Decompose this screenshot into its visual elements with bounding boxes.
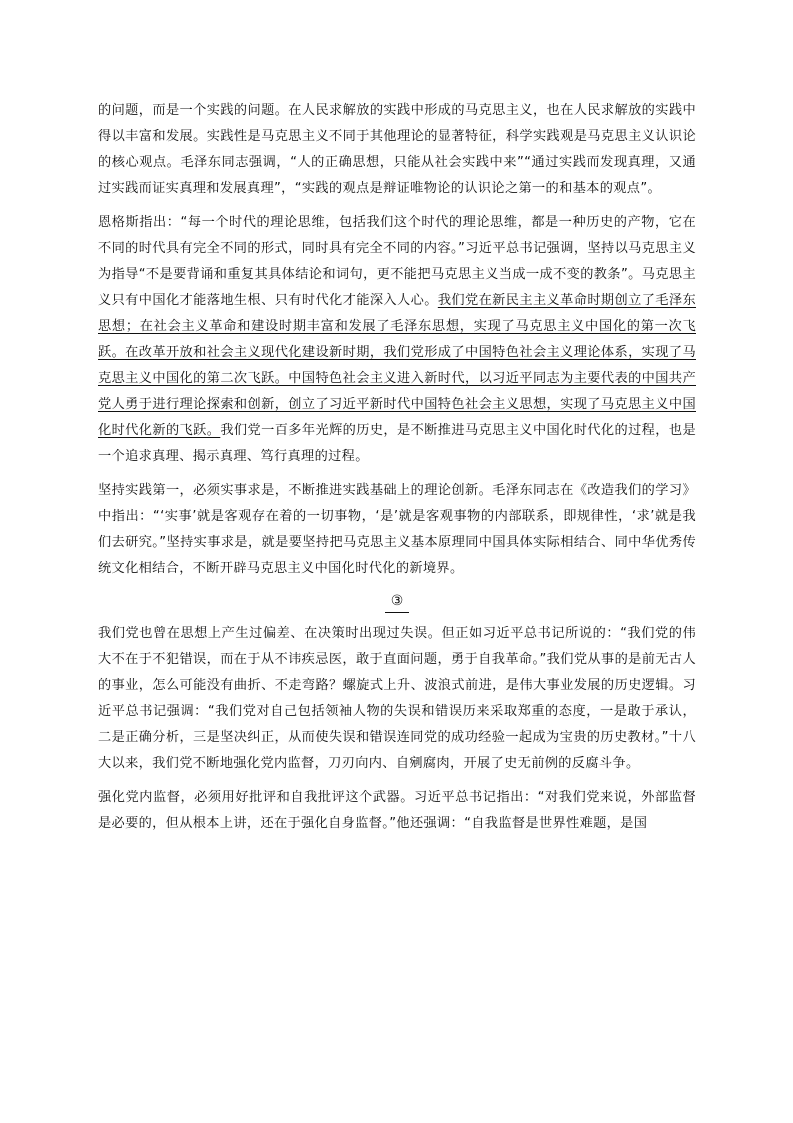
paragraph-practice: 的问题，而是一个实践的问题。在人民求解放的实践中形成的马克思主义，也在人民求解放的实践中得以丰富和发展。实践性是马克思主义不同于其他理论的显著特征，科学实践观是马克思主义认识论的核心观点。毛泽东同志强调，“人的正确思想，只能从社会实践中来”“通过实践而发现真理，又通过实践而证实真理和发展真理”，“实践的观点是辩证唯物论的认识论之第一的和基本的观点”。 [98,103,696,196]
paragraph-engels-intro: 恩格斯指出：“每一个时代的理论思维，包括我们这个时代的理论思维，都是一种历史的产物，它在不同的时代具有完全不同的形式，同时具有完全不同的内容。”习近平总书记强调，坚持以马克思主义为指导“不是要背诵和重复其具体结论和词句，更不能把马克思主义当成一成不变的教条”。马克思主义只有中国化才能落地生根、只有时代化才能深入人心。 [98,215,696,308]
paragraph-engels [98,210,696,470]
section-number: ③ [385,590,410,613]
underlined-passage: 我们党在新民主主义革命时期创立了毛泽东思想；在社会主义革命和建设时期丰富和发展了毛泽东思想，实现了马克思主义中国化的第一次飞跃。在改革开放和社会主义现代化建设新时期，我们党形成了中国特色社会主义理论体系，实现了马克思主义中国化的第二次飞跃。中国特色社会主义进入新时代，以习近平同志为主要代表的中国共产党人勇于进行理论探索和创新，创立了习近平新时代中国特色社会主义思想，实现了马克思主义中国化时代化新的飞跃。 [98,293,697,438]
paragraph-seek-truth: 坚持实践第一，必须实事求是，不断推进实践基础上的理论创新。毛泽东同志在《改造我们的学习》中指出：“‘实事’就是客观存在着的一切事物，‘是’就是客观事物的内部联系，即规律性，‘求’就是我们去研究。”坚持实事求是，就是要坚持把马克思主义基本原理同中国具体实际相结合、同中华优秀传统文化相结合，不断开辟马克思主义中国化时代化的新境界。 [98,483,696,576]
paragraph-supervision: 强化党内监督，必须用好批评和自我批评这个武器。习近平总书记指出：“对我们党来说，外部监督是必要的，但从根本上讲，还在于强化自身监督。”他还强调：“自我监督是世界性难题，是国 [98,790,696,831]
document-body [98,98,696,845]
paragraph-engels-conclusion: 我们党一百多年光辉的历史，是不断推进马克思主义中国化时代化的过程，也是一个追求真理、揭示真理、笃行真理的过程。 [98,423,696,464]
section-marker [98,590,696,613]
paragraph-self-revolution: 我们党也曾在思想上产生过偏差、在决策时出现过失误。但正如习近平总书记所说的：“我们党的伟大不在于不犯错误，而在于从不讳疾忌医，敢于直面问题，勇于自我革命。”我们党从事的是前无古人的事业，怎么可能没有曲折、不走弯路？螺旋式上升、波浪式前进，是伟大事业发展的历史逻辑。习近平总书记强调：“我们党对自己包括领袖人物的失误和错误历来采取郑重的态度，一是敢于承认，二是正确分析，三是坚决纠正，从而使失误和错误连同党的成功经验一起成为宝贵的历史教材。”十八大以来，我们党不断地强化党内监督，刀刃向内、自剜腐肉，开展了史无前例的反腐斗争。 [98,626,696,771]
